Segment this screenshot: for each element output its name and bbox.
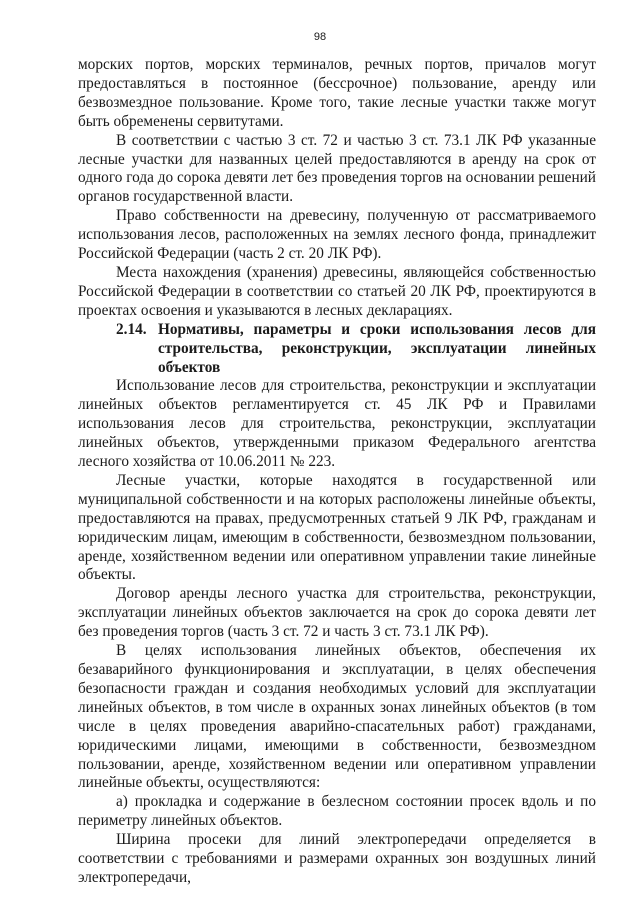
paragraph: Право собственности на древесину, полученную от рассматриваемого использования лесов, расположенных на землях лесного фонда, принадлежит Российской Федерации (часть 2 ст. 20 ЛК РФ).	[78, 207, 596, 263]
paragraph: В соответствии с частью 3 ст. 72 и частью 3 ст. 73.1 ЛК РФ указанные лесные участки для названных целей предоставляются в аренду на срок от одного года до сорока девяти лет без проведения торгов на основании решений органов государственной власти.	[78, 131, 596, 206]
paragraph: Использование лесов для строительства, реконструкции и эксплуатации линейных объектов регламентируется ст. 45 ЛК РФ и Правилами использования лесов для строительства, реконструкции, эксплуатации линейных объектов, утвержденными приказом Федерального агентства лесного хозяйства от 10.06.2011 № 223.	[78, 377, 596, 471]
document-body	[78, 56, 596, 888]
paragraph: Ширина просеки для линий электропередачи определяется в соответствии с требованиями и размерами охранных зон воздушных линий электропередачи,	[78, 831, 596, 886]
page-number: 98	[313, 31, 327, 43]
paragraph: а) прокладка и содержание в безлесном состоянии просек вдоль и по периметру линейных объектов.	[78, 793, 596, 830]
paragraph: Места нахождения (хранения) древесины, являющейся собственностью Российской Федерации в соответствии со статьей 20 ЛК РФ, проектируются в проектах освоения и указываются в лесных декларациях.	[78, 263, 596, 319]
paragraph: морских портов, морских терминалов, речных портов, причалов могут предоставляться в постоянное (бессрочное) пользование, аренду или безвозмездное пользование. Кроме того, такие лесные участки также могут быть обременены сервитутами.	[78, 56, 596, 130]
paragraph: В целях использования линейных объектов, обеспечения их безаварийного функционирования и эксплуатации, в целях обеспечения безопасности граждан и создания необходимых условий для эксплуатации линейных объектов, в том числе в охранных зонах линейных объектов (в том числе в целях проведения аварийно-спасательных работ) гражданами, юридическими лицами, имеющими в собственности, безвозмездном пользовании, аренде, хозяйственном ведении или оперативном управлении линейные объекты, осуществляются:	[78, 642, 596, 792]
paragraph: Лесные участки, которые находятся в государственной или муниципальной собственности и на которых расположены линейные объекты, предоставляются на правах, предусмотренных статьей 9 ЛК РФ, гражданам и юридическим лицам, имеющим в собственности, безвозмездном пользовании, аренде, хозяйственном ведении или оперативном управлении такие линейные объекты.	[78, 471, 596, 584]
section-number: 2.14.	[116, 320, 147, 338]
section-heading	[78, 321, 596, 378]
paragraph: Договор аренды лесного участка для строительства, реконструкции, эксплуатации линейных объектов заключается на срок до сорока девяти лет без проведения торгов (часть 3 ст. 72 и часть 3 ст. 73.1 ЛК РФ).	[78, 585, 596, 641]
section-title: Нормативы, параметры и сроки использования лесов для строительства, реконструкции, эксплуатации линейных объектов	[158, 320, 596, 376]
